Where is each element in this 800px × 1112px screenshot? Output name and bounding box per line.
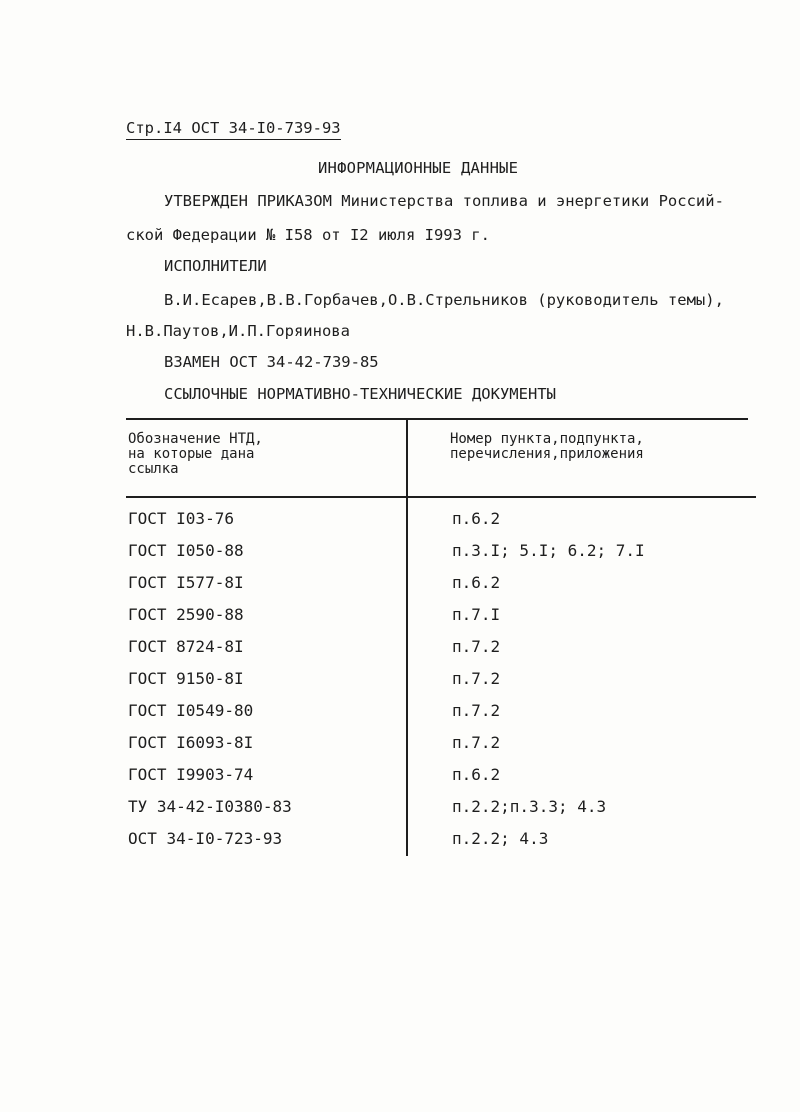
doc-cell: ГОСТ I03-76 [128, 509, 234, 528]
table-row [0, 508, 800, 540]
ref-cell: п.7.2 [452, 669, 501, 688]
ref-cell: п.7.I [452, 605, 501, 624]
doc-cell: ГОСТ I0549-80 [128, 701, 254, 720]
table-row [0, 732, 800, 764]
doc-cell: ОСТ 34-I0-723-93 [128, 829, 283, 848]
replaced-line: ВЗАМЕН ОСТ 34-42-739-85 [164, 353, 379, 371]
references-title: ССЫЛОЧНЫЕ НОРМАТИВНО-ТЕХНИЧЕСКИЕ ДОКУМЕНТЫ [164, 385, 556, 403]
table-row [0, 572, 800, 604]
doc-cell: ГОСТ I6093-8I [128, 733, 254, 752]
table-row [0, 540, 800, 572]
executors-label: ИСПОЛНИТЕЛИ [164, 257, 267, 275]
ref-cell: п.6.2 [452, 509, 501, 528]
ref-cell: п.7.2 [452, 733, 501, 752]
ref-cell: п.6.2 [452, 765, 501, 784]
column-header-document: Обозначение НТД, на которые дана ссылка [128, 431, 263, 477]
ref-cell: п.3.I; 5.I; 6.2; 7.I [452, 541, 645, 560]
ref-cell: п.7.2 [452, 637, 501, 656]
section-title: ИНФОРМАЦИОННЫЕ ДАННЫЕ [318, 159, 519, 177]
table-top-rule [126, 418, 748, 420]
table-row [0, 668, 800, 700]
table-row [0, 764, 800, 796]
doc-cell: ГОСТ I9903-74 [128, 765, 254, 784]
doc-cell: ГОСТ I577-8I [128, 573, 244, 592]
doc-cell: ГОСТ I050-88 [128, 541, 244, 560]
doc-cell: ТУ 34-42-I0380-83 [128, 797, 292, 816]
table-row [0, 636, 800, 668]
doc-cell: ГОСТ 9150-8I [128, 669, 244, 688]
executors-line-1: В.И.Есарев,В.В.Горбачев,О.В.Стрельников (руководитель темы), [164, 291, 724, 309]
table-row [0, 796, 800, 828]
page-header: Стр.I4 ОСТ 34-I0-739-93 [126, 118, 341, 140]
table-body [0, 508, 800, 860]
doc-cell: ГОСТ 2590-88 [128, 605, 244, 624]
table-row [0, 604, 800, 636]
ref-cell: п.2.2; 4.3 [452, 829, 549, 848]
table-row [0, 700, 800, 732]
table-row [0, 828, 800, 860]
ref-cell: п.2.2;п.3.3; 4.3 [452, 797, 607, 816]
ref-cell: п.7.2 [452, 701, 501, 720]
column-header-reference: Номер пункта,подпункта, перечисления,приложения [450, 431, 644, 462]
executors-line-2: Н.В.Паутов,И.П.Горяинова [126, 322, 350, 340]
approved-line-1: УТВЕРЖДЕН ПРИКАЗОМ Министерства топлива и энергетики Россий- [164, 192, 724, 210]
table-header-rule [126, 496, 756, 498]
doc-cell: ГОСТ 8724-8I [128, 637, 244, 656]
ref-cell: п.6.2 [452, 573, 501, 592]
approved-line-2: ской Федерации № I58 от I2 июля I993 г. [126, 226, 490, 244]
